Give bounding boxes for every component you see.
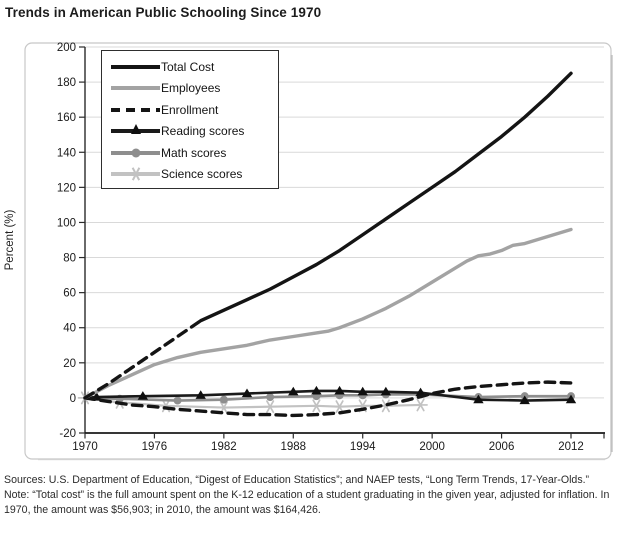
- legend-label-science-scores: Science scores: [161, 167, 243, 182]
- sources-text: Sources: U.S. Department of Education, “Digest of Education Statistics”; and NAEP tests, “Long Term Trends, 17-Year-Olds.”: [4, 474, 590, 486]
- total-cost-line-sample-icon: [111, 59, 160, 75]
- math-circle-marker-sample-icon: [111, 145, 160, 161]
- marker-math-scores: [220, 396, 228, 404]
- legend-label-reading-scores: Reading scores: [161, 124, 245, 139]
- y-tick-label: 200: [56, 42, 76, 54]
- y-tick-label: 100: [56, 217, 76, 230]
- legend-item-science-scores: [111, 164, 278, 186]
- legend-label-total-cost: Total Cost: [161, 59, 215, 74]
- legend-label-math-scores: Math scores: [161, 145, 227, 160]
- x-tick-label: 1970: [72, 441, 98, 453]
- legend: [101, 50, 279, 189]
- employees-line-sample-icon: [111, 80, 160, 96]
- y-tick-label: 80: [63, 252, 76, 265]
- marker-math-scores: [266, 393, 274, 401]
- x-tick-label: 1988: [280, 441, 307, 453]
- marker-math-scores: [174, 397, 182, 405]
- footer-notes: [4, 473, 617, 518]
- legend-label-enrollment: Enrollment: [161, 102, 219, 117]
- y-axis-title: Percent (%): [4, 209, 16, 271]
- legend-item-employees: [111, 78, 278, 100]
- y-tick-label: 160: [56, 112, 76, 125]
- x-tick-label: 1976: [141, 441, 168, 453]
- x-tick-label: 2012: [558, 441, 584, 453]
- y-tick-label: 140: [56, 147, 76, 160]
- y-tick-label: -20: [59, 428, 76, 440]
- note-text: Note: “Total cost” is the full amount spent on the K-12 education of a student graduating in the given year, adjusted for inflation. In 1970, the amount was $56,903; in 2010, the amount was $164,426.: [4, 489, 610, 516]
- reading-triangle-marker-sample-icon: [111, 123, 160, 139]
- x-tick-label: 2000: [419, 441, 445, 453]
- x-tick-label: 1994: [349, 441, 376, 453]
- legend-item-total-cost: [111, 56, 278, 78]
- legend-item-enrollment: [111, 99, 278, 121]
- legend-item-reading-scores: [111, 121, 278, 143]
- science-star-marker-sample-icon: [111, 166, 160, 182]
- y-tick-label: 180: [56, 77, 76, 90]
- y-tick-label: 20: [63, 357, 76, 370]
- x-tick-label: 2006: [488, 441, 515, 453]
- y-tick-label: 60: [63, 287, 76, 300]
- y-tick-label: 0: [69, 392, 76, 405]
- legend-item-math-scores: [111, 142, 278, 164]
- x-tick-label: 1982: [211, 441, 237, 453]
- enrollment-dashed-line-sample-icon: [111, 102, 160, 118]
- page-title: Trends in American Public Schooling Since 1970: [5, 5, 322, 20]
- legend-label-employees: Employees: [161, 81, 221, 96]
- y-tick-label: 40: [63, 322, 76, 335]
- y-tick-label: 120: [56, 182, 76, 195]
